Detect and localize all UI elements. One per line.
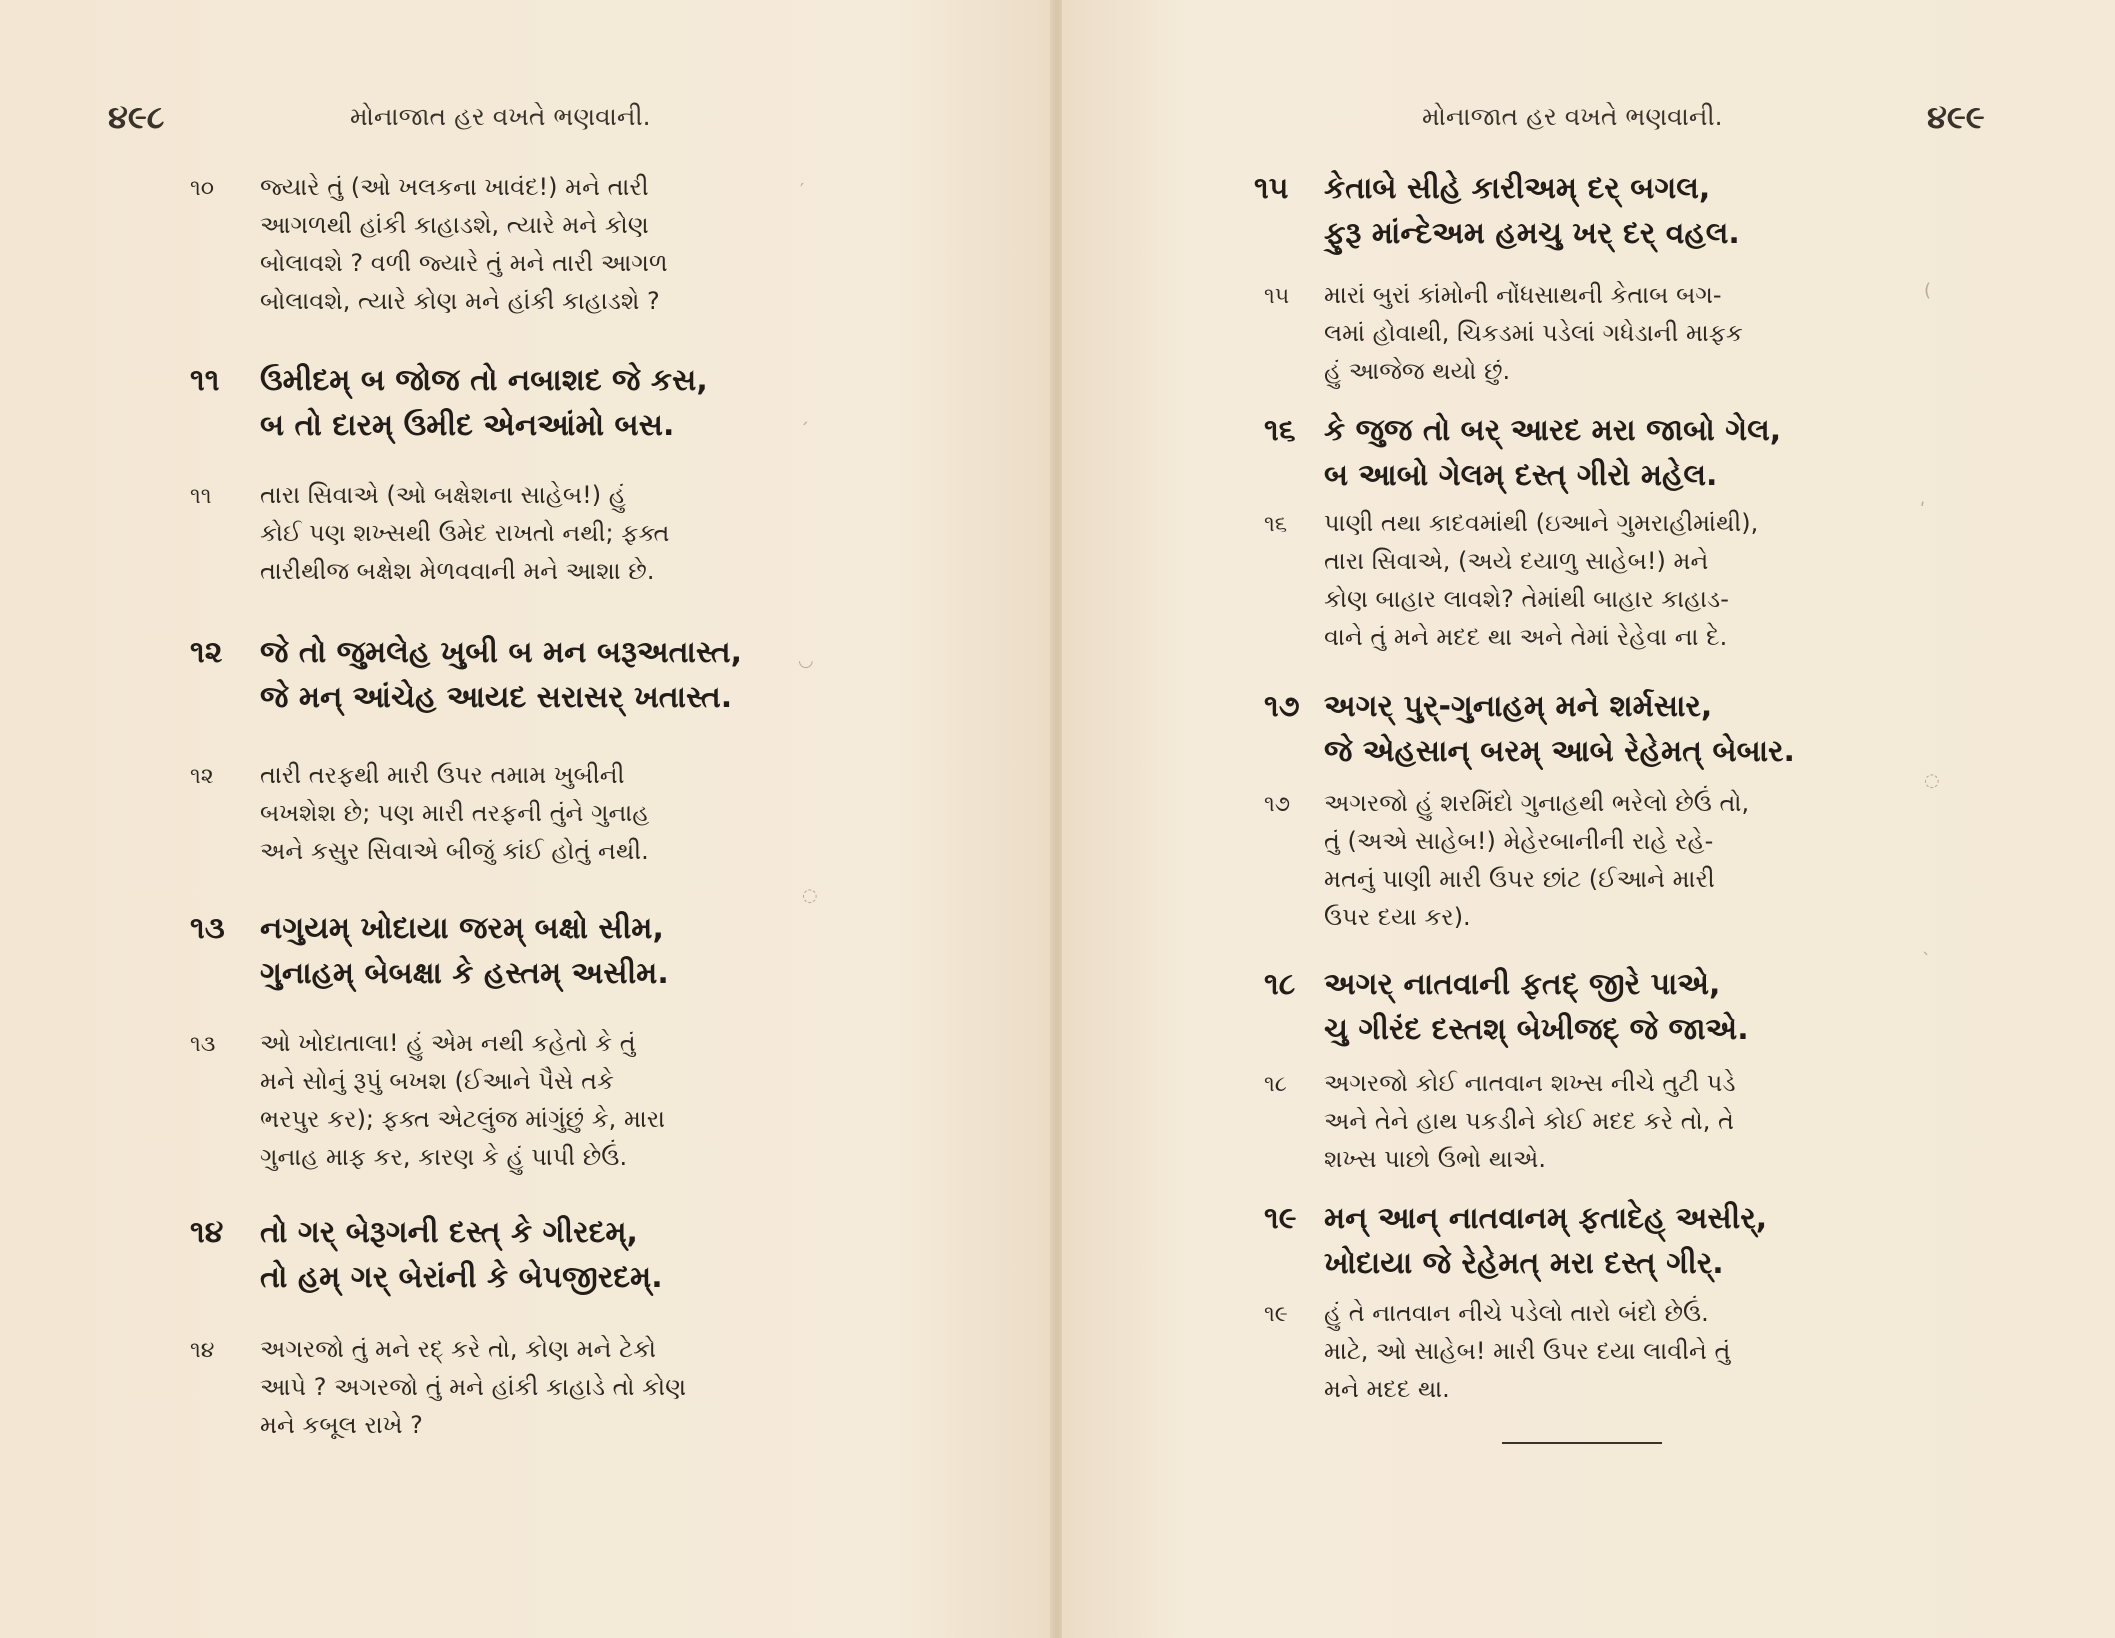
verse-line: અને તેને હાથ પકડીને કોઈ મદદ કરે તો, તે: [1324, 1107, 1734, 1135]
verse-number: ૧૬: [1264, 512, 1288, 537]
verse-number: ૧૩: [190, 911, 225, 946]
page-number-right: ૪૯૯: [1927, 98, 1985, 136]
verse-number: ૧૯: [1264, 1201, 1297, 1236]
verse-line: તારીથીજ બક્ષેશ મેળવવાની મને આશા છે.: [260, 557, 655, 585]
verse-line: ફુરૂ માંન્દેઅમ હમચુ ખર્ દર્ વહલ.: [1324, 216, 1740, 251]
verse-line: તું (અએ સાહેબ!) મેહેરબાનીની રાહે રહે-: [1324, 827, 1714, 855]
verse-number: ૧૭: [1264, 689, 1300, 724]
verse-line: અગરજો તું મને રદ્ કરે તો, કોણ મને ટેકો: [260, 1335, 657, 1363]
verse-line: બ તો દારમ્ ઉમીદ એનઆંમો બસ.: [260, 408, 675, 443]
verse-line: ઉમીદમ્ બ જોજ તો નબાશદ જે કસ,: [260, 363, 708, 398]
verse-line: મને મદદ થા.: [1324, 1375, 1450, 1403]
verse-line: તો ગર્ બેરૂગની દસ્ત્ કે ગીરદમ્,: [260, 1215, 638, 1250]
verse-line: તારી તરફથી મારી ઉપર તમામ ખુબીની: [260, 761, 625, 789]
verse-line: અગર્ પુર્-ગુનાહમ્ મને શર્મસાર,: [1324, 689, 1713, 724]
verse-line: ઉપર દયા કર).: [1324, 903, 1471, 931]
verse-line: ગુનાહમ્ બેબક્ષા કે હસ્તમ્ અસીમ.: [260, 956, 669, 991]
paper-speck: ◡: [798, 650, 814, 671]
verse-line: કોઈ પણ શખ્સથી ઉમેદ રાખતો નથી; ફક્ત: [260, 519, 670, 547]
left-page: [0, 0, 1052, 1638]
verse-line: તારા સિવાએ (ઓ બક્ષેશના સાહેબ!) હું: [260, 481, 626, 509]
verse-number: ૧૪: [190, 1215, 224, 1250]
verse-line: ખોદાયા જે રેહેમત્ મરા દસ્ત્ ગીર્.: [1324, 1246, 1724, 1281]
verse-line: જે એહસાન્ બરમ્ આબે રેહેમત્ બેબાર.: [1324, 734, 1795, 769]
right-page: [1062, 0, 2115, 1638]
verse-line: અગરજો હું શરમિંદો ગુનાહથી ભરેલો છેઉં તો,: [1324, 789, 1750, 817]
verse-line: આગળથી હાંકી કાહાડશે, ત્યારે મને કોણ: [260, 211, 649, 239]
verse-line: અને કસુર સિવાએ બીજું કાંઈ હોતું નથી.: [260, 837, 649, 865]
verse-number: ૧૬: [1264, 413, 1296, 448]
verse-number: ૧૩: [190, 1032, 216, 1057]
verse-line: અગર્ નાતવાની ફતદ્ જીરે પાએ,: [1324, 967, 1721, 1002]
verse-number: ૧૮: [1264, 1072, 1287, 1097]
verse-number: ૧૫: [1254, 171, 1289, 206]
verse-number: ૧૨: [190, 764, 214, 789]
paper-speck: ˋ: [1922, 950, 1931, 971]
verse-number: ૧૪: [190, 1338, 215, 1363]
verse-line: હું આજેજ થયો છું.: [1324, 357, 1511, 385]
verse-number: ૧૯: [1264, 1302, 1288, 1327]
verse-line: વાને તું મને મદદ થા અને તેમાં રેહેવા ના દે.: [1324, 623, 1728, 651]
verse-line: મને સોનું રૂપું બખશ (ઈઆને પૈસે તકે: [260, 1067, 614, 1095]
verse-number: ૧૮: [1264, 967, 1296, 1002]
verse-line: મને કબૂલ રાખે ?: [260, 1411, 423, 1439]
verse-line: બોલાવશે, ત્યારે કોણ મને હાંકી કાહાડશે ?: [260, 287, 660, 315]
verse-number: ૧૦: [190, 176, 215, 201]
verse-line: ભરપુર કર); ફક્ત એટલુંજ માંગુંછું કે, મારા: [260, 1105, 666, 1133]
verse-line: નગુયમ્ ખોદાયા જરમ્ બક્ષો સીમ,: [260, 911, 664, 946]
verse-line: ઓ ખોદાતાલા! હું એમ નથી કહેતો કે તું: [260, 1029, 636, 1057]
verse-line: જે મન્ આંચેહ આયદ સરાસર્ ખતાસ્ત.: [260, 680, 733, 715]
verse-line: અગરજો કોઈ નાતવાન શખ્સ નીચે તુટી પડે: [1324, 1069, 1736, 1097]
verse-line: શખ્સ પાછો ઉભો થાએ.: [1324, 1145, 1546, 1173]
paper-speck: ´: [800, 420, 809, 441]
page-number-left: ૪૯૮: [108, 98, 165, 136]
paper-speck: ʹ: [1920, 500, 1926, 521]
paper-speck: ◌: [802, 885, 818, 906]
verse-number: ૧૭: [1264, 792, 1291, 817]
running-title-left: મોનાજાત હર વખતે ભણવાની.: [350, 102, 651, 131]
paper-speck: ′: [800, 180, 805, 201]
verse-number: ૧૧: [190, 484, 212, 509]
verse-line: હું તે નાતવાન નીચે પડેલો તારો બંદો છેઉં.: [1324, 1299, 1709, 1327]
verse-line: મારાં બુરાં કાંમોની નોંધસાથની કેતાબ બગ-: [1324, 281, 1722, 309]
end-rule: [1502, 1442, 1662, 1444]
verse-line: માટે, ઓ સાહેબ! મારી ઉપર દયા લાવીને તું: [1324, 1337, 1731, 1365]
running-title-right: મોનાજાત હર વખતે ભણવાની.: [1422, 102, 1723, 131]
verse-line: કે જુજ તો બર્ આરદ મરા જાબો ગેલ,: [1324, 413, 1782, 448]
verse-line: કેતાબે સીહે કારીઅમ્ દર્ બગલ,: [1324, 171, 1711, 206]
verse-line: બ આબો ગેલમ્ દસ્ત્ ગીરો મહેલ.: [1324, 458, 1718, 493]
verse-line: બખશેશ છે; પણ મારી તરફની તુંને ગુનાહ: [260, 799, 650, 827]
paper-speck: (: [1924, 280, 1932, 301]
verse-line: મન્ આન્ નાતવાનમ્ ફતાદેહ્ અસીર્,: [1324, 1201, 1768, 1236]
verse-line: જ્યારે તું (ઓ ખલકના ખાવંદ!) મને તારી: [260, 173, 649, 201]
verse-number: ૧૫: [1264, 284, 1290, 309]
verse-line: મતનું પાણી મારી ઉપર છાંટ (ઈઆને મારી: [1324, 865, 1715, 893]
verse-line: જે તો જુમલેહ ખુબી બ મન બરૂઅતાસ્ત,: [260, 635, 743, 670]
paper-speck: ◌: [1924, 770, 1940, 791]
verse-line: તારા સિવાએ, (અયે દયાળુ સાહેબ!) મને: [1324, 547, 1709, 575]
verse-line: ચુ ગીરંદ દસ્તશ્ બેખીજદ્ જે જાએ.: [1324, 1012, 1749, 1047]
verse-number: ૧૧: [190, 363, 220, 398]
verse-line: લમાં હોવાથી, ચિકડમાં પડેલાં ગધેડાની માફક: [1324, 319, 1743, 347]
verse-line: પાણી તથા કાદવમાંથી (ઇઆને ગુમરાહીમાંથી),: [1324, 509, 1759, 537]
verse-line: તો હમ્ ગર્ બેરાંની કે બેપજીરદમ્.: [260, 1260, 663, 1295]
verse-line: કોણ બાહાર લાવશે? તેમાંથી બાહાર કાહાડ-: [1324, 585, 1729, 613]
verse-line: બોલાવશે ? વળી જ્યારે તું મને તારી આગળ: [260, 249, 668, 277]
verse-number: ૧૨: [190, 635, 223, 670]
verse-line: ગુનાહ માફ કર, કારણ કે હું પાપી છેઉં.: [260, 1143, 628, 1171]
verse-line: આપે ? અગરજો તું મને હાંકી કાહાડે તો કોણ: [260, 1373, 687, 1401]
